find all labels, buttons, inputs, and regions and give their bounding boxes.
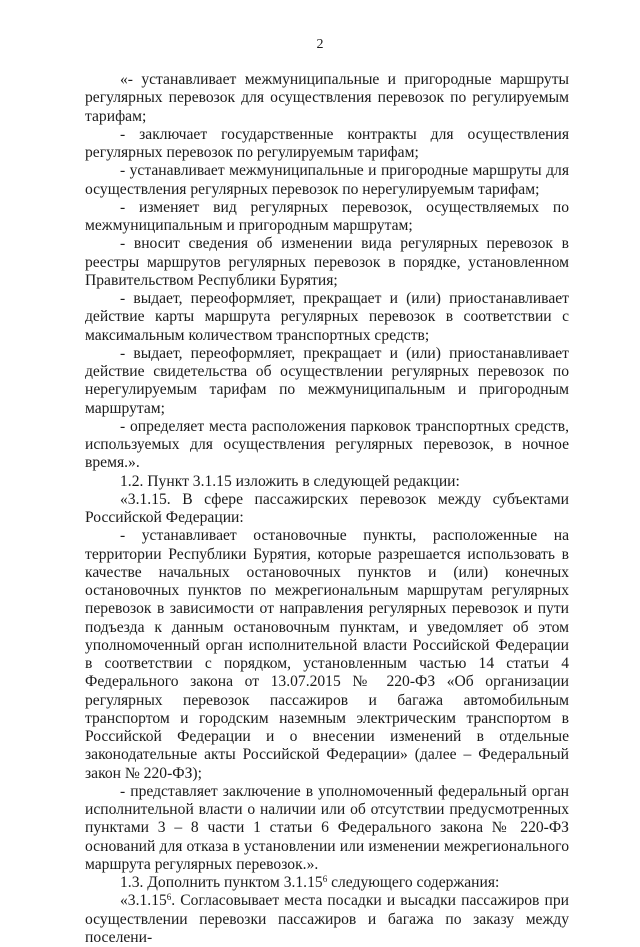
paragraph-clause-1-3: [85, 874, 569, 892]
text-fragment: «3.1.15: [120, 892, 167, 910]
paragraph-unregulated-routes: - устанавливает межмуниципальные и пригородные маршруты для осуществления регулярных перевозок по нерегулируемым тарифам;: [85, 162, 569, 198]
paragraph-parking: - определяет места расположения парковок транспортных средств, используемых для осуществления регулярных перевозок, в ночное время.».: [85, 417, 569, 472]
text-fragment: 1.3. Дополнить пунктом 3.1.15: [120, 874, 323, 891]
superscript: 6: [322, 874, 328, 884]
paragraph-certificate: - выдает, переоформляет, прекращает и (или) приостанавливает действие свидетельства об осуществлении регулярных перевозок по нерегулируемым тарифам по межмуниципальным и пригородным маршрутам;: [85, 344, 569, 417]
paragraph-stop-points: - устанавливает остановочные пункты, расположенные на территории Республики Бурятия, которые разрешается использовать в качестве начальных остановочных пунктов и (или) конечных остановочных пунктов по межрегиональным маршрутам регулярных перевозок в зависимости от направления регулярных перевозок и пути подъезда к данным остановочным пунктам, и уведомляет об этом уполномоченный орган исполнительной власти Российской Федерации в соответствии с порядком, установленным частью 14 статьи 4 Федерального закона от 13.07.2015 № 220-ФЗ «Об организации регулярных перевозок пассажиров и багажа автомобильным транспортом и городским наземным электрическим транспортом в Российской Федерации и о внесении изменений в отдельные законодательные акты Российской Федерации» (далее – Федеральный закон № 220-ФЗ);: [85, 527, 569, 782]
text-fragment: следующего содержания:: [327, 874, 500, 891]
paragraph-route-card: - выдает, переоформляет, прекращает и (или) приостанавливает действие карты маршрута регулярных перевозок в соответствии с максимальным количеством транспортных средств;: [85, 290, 569, 344]
paragraph-clause-1-2: 1.2. Пункт 3.1.15 изложить в следующей редакции:: [120, 472, 460, 490]
document-body: [85, 71, 569, 947]
page-number: 2: [316, 37, 324, 52]
paragraph-change-type: - изменяет вид регулярных перевозок, осуществляемых по межмуниципальным и пригородным маршрутам;: [85, 198, 569, 234]
paragraph-conclusion: - представляет заключение в уполномоченный федеральный орган исполнительной власти о наличии или об отсутствии предусмотренных пунктами 3 – 8 части 1 статьи 6 Федерального закона № 220-ФЗ оснований для отказа в установлении или изменении межрегионального маршрута регулярных перевозок.».: [85, 782, 569, 873]
text-fragment: . Согласовывает места посадки и высадки пассажиров при осуществлении перевозки пассажиров и багажа по заказу между поселени-: [85, 892, 569, 946]
paragraph-clause-3-1-15: «3.1.15. В сфере пассажирских перевозок между субъектами Российской Федерации:: [85, 490, 569, 526]
paragraph-registry: - вносит сведения об изменении вида регулярных перевозок в реестры маршрутов регулярных перевозок в порядке, установленном Правительством Республики Бурятия;: [85, 235, 569, 289]
superscript: 6: [166, 892, 172, 903]
paragraph-intercity-routes: «- устанавливает межмуниципальные и пригородные маршруты регулярных перевозок для осуществления перевозок по регулируемым тарифам;: [85, 71, 569, 125]
paragraph-clause-3-1-15-6: [85, 892, 569, 947]
paragraph-state-contracts: - заключает государственные контракты для осуществления регулярных перевозок по регулируемым тарифам;: [85, 125, 569, 161]
